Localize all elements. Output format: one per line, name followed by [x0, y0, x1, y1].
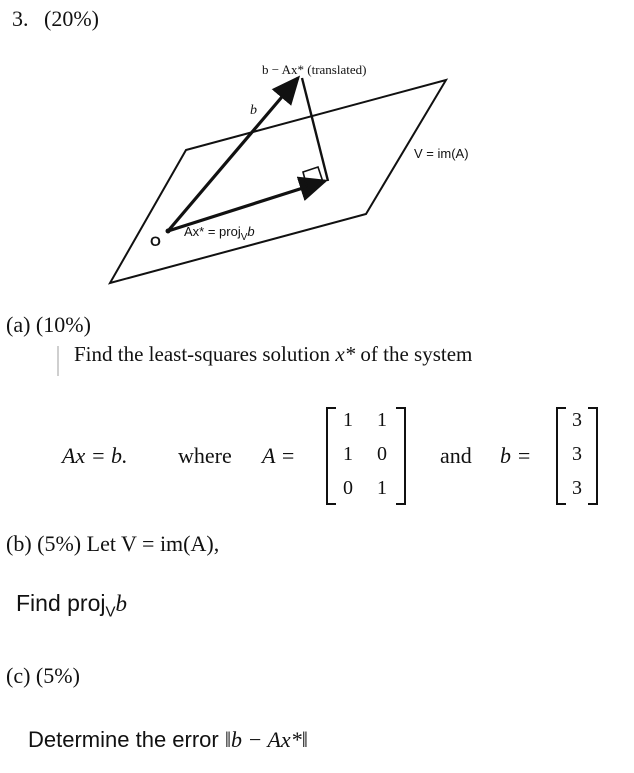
b-equals: b =: [500, 443, 532, 468]
vector-cell: 3: [572, 409, 582, 431]
a-equals: A =: [262, 443, 296, 468]
vector-b-matrix: [556, 407, 598, 503]
origin-label: O: [150, 233, 161, 249]
matrix-cell: 1: [377, 409, 387, 431]
part-a-text-before: Find the least-squares solution: [74, 342, 336, 366]
part-b-find: Find proj: [16, 590, 106, 616]
matrix-cell: 1: [343, 409, 353, 431]
x-star: x*: [335, 342, 356, 366]
projection-figure: [0, 48, 634, 298]
matrix-cell: 1: [377, 477, 387, 499]
part-a-text: [74, 342, 472, 367]
vector-error: [302, 78, 328, 181]
plane-v: [110, 80, 446, 283]
matrix-a: [326, 407, 406, 503]
equation-lhs: Ax = b.: [62, 443, 128, 468]
part-c-label: (c) (5%): [6, 663, 80, 688]
part-b-vec: b: [115, 591, 127, 616]
part-a-text-after: of the system: [355, 342, 473, 366]
vector-cell: 3: [572, 477, 582, 499]
question-header: [12, 6, 99, 32]
quote-bar: [57, 346, 59, 376]
vector-b: [168, 78, 298, 231]
system-equation: [0, 405, 634, 515]
label-b-minus-ax: b − Ax* (translated): [262, 62, 367, 77]
part-b-sub: V: [105, 603, 116, 621]
part-c-text: [28, 727, 308, 753]
label-proj: Ax* = proj$_V$b: [184, 224, 255, 243]
matrix-cell: 1: [343, 443, 353, 465]
label-v: V = im(A): [414, 146, 469, 161]
part-a-label: (a) (10%): [6, 312, 91, 337]
error-expression: ‖b − Ax*‖: [224, 727, 308, 752]
vector-cell: 3: [572, 443, 582, 465]
part-b-label: (b) (5%) Let V = im(A),: [6, 531, 220, 556]
label-b: b: [250, 103, 257, 118]
part-b-text: [16, 590, 127, 621]
origin-point: [166, 229, 171, 234]
where-word: where: [178, 443, 232, 468]
and-word: and: [440, 443, 472, 468]
question-weight: (20%): [44, 6, 99, 31]
matrix-cell: 0: [377, 443, 387, 465]
question-number: 3.: [12, 6, 29, 31]
part-c-determine: Determine the error: [28, 727, 225, 752]
matrix-cell: 0: [343, 477, 353, 499]
